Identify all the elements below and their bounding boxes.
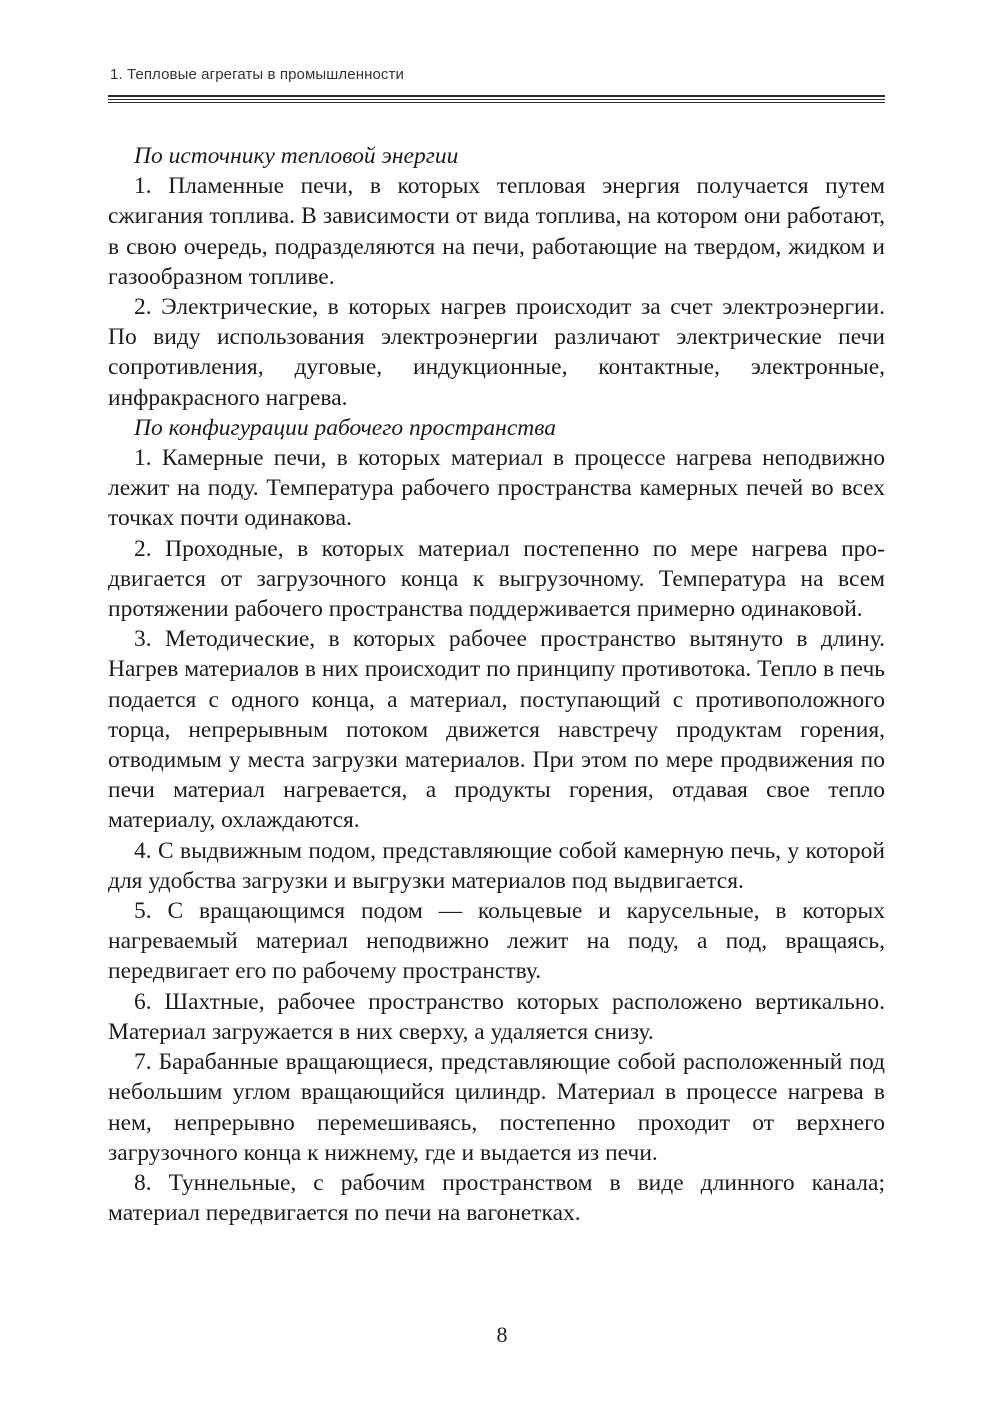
paragraph-bogie-hearth-furnaces: 4. С выдвижным подом, представляющие собой камерную печь, у которой для удобства загрузки и выгрузки материалов под выдвигается. xyxy=(108,837,885,894)
page-number: 8 xyxy=(496,1322,508,1347)
paragraph-chamber-furnaces: 1. Камерные печи, в которых материал в процессе нагрева неподвижно лежит на поду. Температура рабочего пространства камерных печей во всех точках почти одинакова. xyxy=(108,445,885,532)
header-rule-thin xyxy=(108,99,885,100)
main-text xyxy=(108,141,885,1228)
paragraph-rotary-hearth-furnaces: 5. С вращающимся подом — кольцевые и карусельные, в которых нагреваемый материал неподвижно лежит на поду, а под, вращаясь, передвигает его по рабочему пространству. xyxy=(108,898,885,985)
paragraph-continuous-furnaces: 2. Проходные, в которых материал постепенно по мере нагрева продвигается от загрузочного конца к выгрузочному. Температура на всем протяжении рабочего пространства поддерживается примерно одинаковой. xyxy=(108,535,885,623)
header-rule-thin-lower xyxy=(108,102,885,103)
paragraph-flame-furnaces: 1. Пламенные печи, в которых тепловая энергия получается путем сжигания топлива. В зависимости от вида топлива, на котором они работают, в свою очередь, подразделяются на печи, работающие на твердом, жидком и газообразном топливе. xyxy=(108,173,885,290)
paragraph-tunnel-furnaces: 8. Туннельные, с рабочим пространством в виде длинного канала; материал передвигается по печи на вагонетках. xyxy=(108,1169,885,1227)
paragraph-shaft-furnaces: 6. Шахтные, рабочее пространство которых расположено вертикально. Материал загружается в них сверху, а удаляется снизу. xyxy=(108,988,885,1045)
section-heading-energy-source: По источнику тепловой энергии xyxy=(134,143,459,169)
running-head-title: 1. Тепловые агрегаты в промышленности xyxy=(110,66,404,83)
paragraph-drum-furnaces: 7. Барабанные вращающиеся, представляющие собой расположенный под небольшим углом вращающийся цилиндр. Материал в процессе нагрева в нем, непрерывно перемешиваясь, постепенно проходит от верхнего загрузочного конца к нижнему, где и выдается из печи. xyxy=(108,1049,885,1166)
header-rule-thick xyxy=(108,95,885,97)
paragraph-methodical-furnaces: 3. Методические, в которых рабочее пространство вытянуто в длину. Нагрев материалов в них происходит по принципу противотока. Тепло в печь подается с одного конца, а материал, поступающий с противоположного торца, непрерывным потоком движется навстречу продуктам горения, отводимым у места загрузки материалов. При этом по мере продвижения по печи материал нагревается, а продукты горения, отдавая свое тепло материалу, охлаждаются. xyxy=(108,626,885,834)
section-heading-configuration: По конфигурации рабочего пространства xyxy=(134,414,557,441)
paragraph-electric-furnaces: 2. Электрические, в которых нагрев происходит за счет электроэнергии. По виду использования электроэнергии различают электрические печи сопротивления, дуговые, индукционные, контактные, электронные, инфракрасного нагрева. xyxy=(108,294,885,411)
